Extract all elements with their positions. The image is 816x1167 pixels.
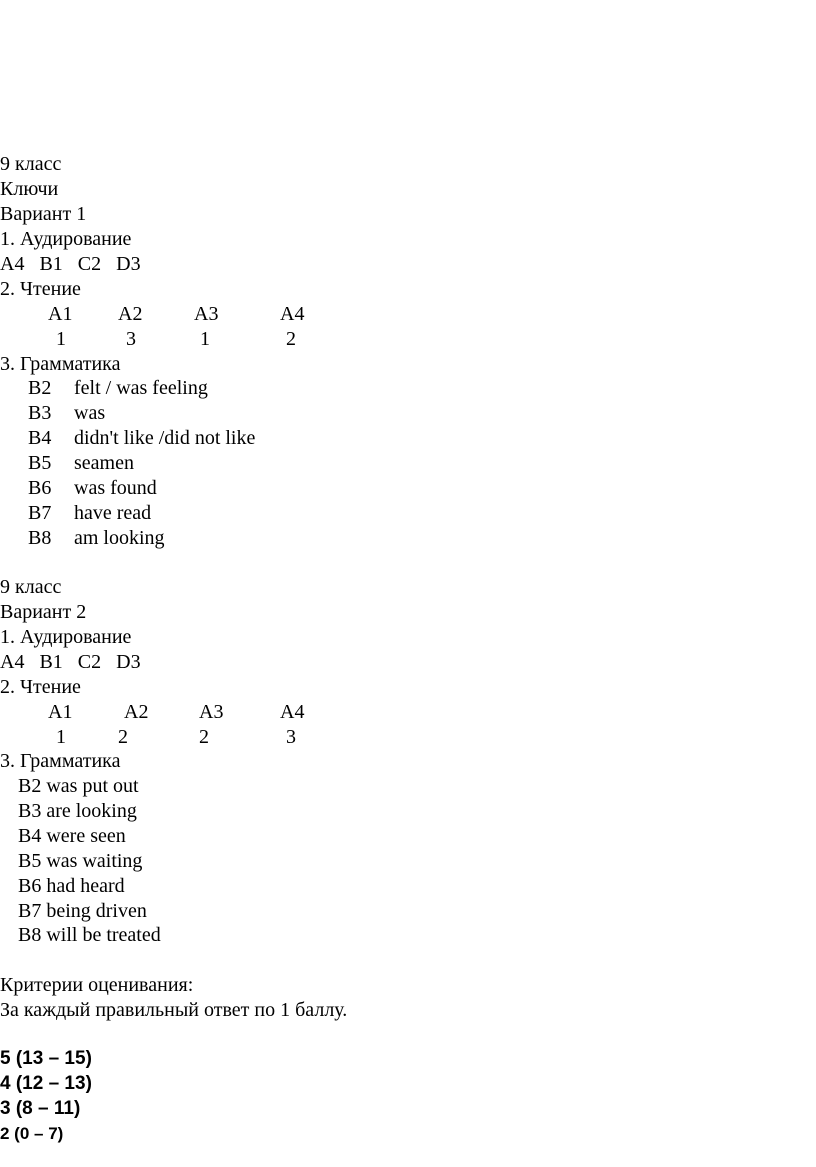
reading-header: A3 [194,303,219,325]
reading-header: A1 [48,303,73,325]
reading-title: 2. Чтение [0,676,81,698]
grammar-item: B6 had heard [18,875,125,897]
listening-answers: A4 B1 C2 D3 [0,651,141,673]
reading-value: 1 [200,328,210,350]
reading-value: 3 [286,726,296,748]
reading-header: A4 [280,701,305,723]
listening-title: 1. Аудирование [0,228,132,250]
grade-label: 9 класс [0,153,62,175]
listening-answers: A4 B1 C2 D3 [0,253,141,275]
criteria-title: Критерии оценивания: [0,974,194,996]
grade-label: 9 класс [0,576,62,598]
grammar-item: B3 are looking [18,800,137,822]
variant-title: Вариант 1 [0,203,87,225]
grammar-code: B4 [28,427,52,449]
keys-label: Ключи [0,178,59,200]
listening-title: 1. Аудирование [0,626,132,648]
grammar-item: B4 were seen [18,825,126,847]
grammar-code: B2 [28,377,52,399]
reading-header: A2 [124,701,149,723]
grammar-answer: have read [74,502,152,524]
grammar-answer: didn't like /did not like [74,427,256,449]
grammar-code: B3 [28,402,52,424]
grammar-item: B2 was put out [18,775,139,797]
grammar-code: B8 [28,527,52,549]
grammar-item: B5 was waiting [18,850,143,872]
criteria-rule: За каждый правильный ответ по 1 баллу. [0,999,348,1021]
grammar-answer: was [74,402,106,424]
grammar-answer: am looking [74,527,165,549]
variant-title: Вариант 2 [0,601,87,623]
reading-value: 2 [199,726,209,748]
grammar-code: B7 [28,502,52,524]
reading-header: A4 [280,303,305,325]
grade-range: 3 (8 – 11) [0,1098,81,1119]
grammar-title: 3. Грамматика [0,750,121,772]
reading-header: A1 [48,701,73,723]
reading-value: 2 [118,726,128,748]
reading-header: A2 [118,303,143,325]
grade-range: 4 (12 – 13) [0,1073,92,1094]
grammar-item: B7 being driven [18,900,147,922]
reading-value: 2 [286,328,296,350]
reading-title: 2. Чтение [0,278,81,300]
reading-header: A3 [199,701,224,723]
reading-value: 1 [56,726,66,748]
grammar-answer: was found [74,477,157,499]
grade-range: 2 (0 – 7) [0,1124,64,1143]
grammar-title: 3. Грамматика [0,353,121,375]
grammar-answer: felt / was feeling [74,377,208,399]
grammar-code: B6 [28,477,52,499]
grammar-code: B5 [28,452,52,474]
grammar-item: B8 will be treated [18,924,161,946]
reading-value: 1 [56,328,66,350]
grammar-answer: seamen [74,452,134,474]
reading-value: 3 [126,328,136,350]
grade-range: 5 (13 – 15) [0,1048,92,1069]
